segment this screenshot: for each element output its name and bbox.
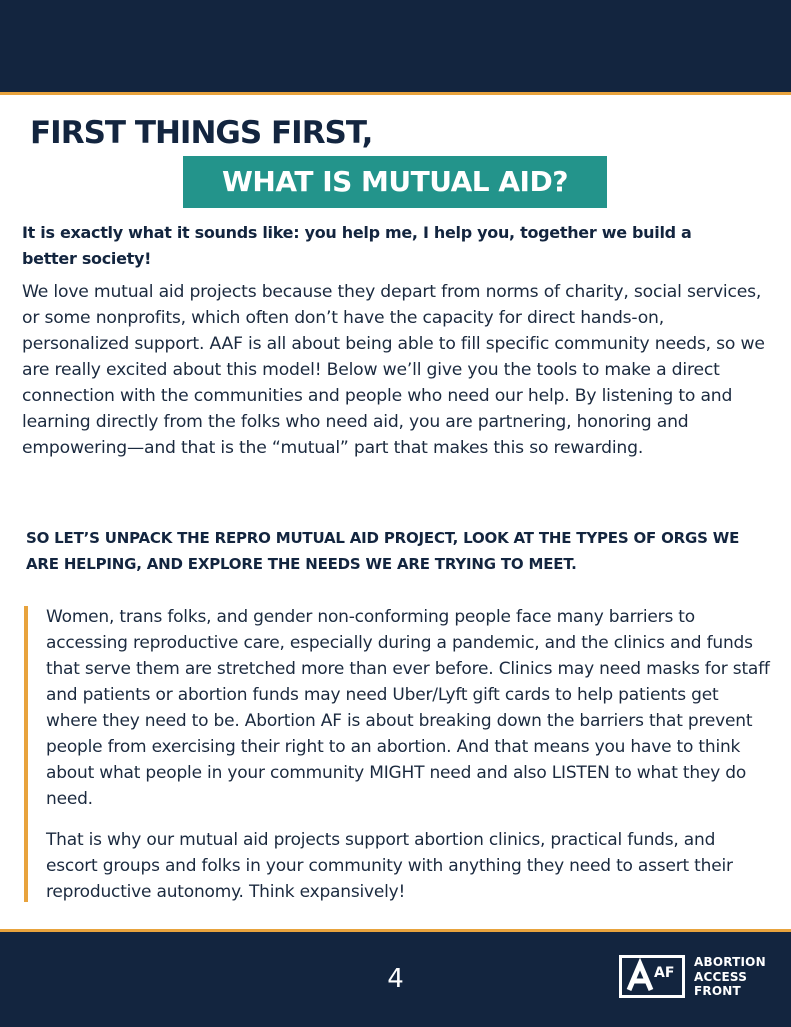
page-title: FIRST THINGS FIRST,: [30, 115, 373, 151]
quote-accent-bar: [24, 606, 28, 902]
logo-wordmark: [694, 955, 766, 999]
intro-body: We love mutual aid projects because they depart from norms of charity, social services, or some nonprofits, which often don’t have the capacity for direct hands-on, personalized support. AAF is all about being able to fill specific community needs, so we are really excited about this model! Below we’ll give you the tools to make a direct connection with the communities and people who need our help. By listening to and learning directly from the folks who need aid, you are partnering, honoring and empowering—and that is the “mutual” part that makes this so rewarding.: [22, 282, 765, 458]
logo-line-2: ACCESS: [694, 969, 748, 984]
aaf-logo-icon: [619, 955, 685, 998]
logo-line-3: FRONT: [694, 984, 741, 998]
logo-line-1: ABORTION: [694, 955, 766, 969]
top-banner: [0, 0, 791, 95]
section-subhead: SO LET’S UNPACK THE REPRO MUTUAL AID PROJECT, LOOK AT THE TYPES OF ORGS WE ARE HELPING, AND EXPLORE THE NEEDS WE ARE TRYING TO MEET.: [26, 529, 740, 573]
svg-text:AF: AF: [654, 965, 675, 981]
quote-paragraph-2: That is why our mutual aid projects support abortion clinics, practical funds, and escort groups and folks in your community with anything they need to assert their reproductive autonomy. Think expansively!: [46, 830, 733, 902]
page-number: 4: [387, 964, 404, 994]
page-subtitle-highlight: WHAT IS MUTUAL AID?: [183, 156, 607, 208]
quote-paragraph-1: Women, trans folks, and gender non-conforming people face many barriers to accessing reproductive care, especially during a pandemic, and the clinics and funds that serve them are stretched more than ever before. Clinics may need masks for staff and patients or abortion funds may need Uber/Lyft gift cards to help patients get where they need to be. Abortion AF is about breaking down the barriers that prevent people from exercising their right to an abortion. And that means you have to think about what people in your community MIGHT need and also LISTEN to what they do need.: [46, 607, 770, 809]
intro-lead: It is exactly what it sounds like: you help me, I help you, together we build a better society!: [22, 223, 692, 268]
